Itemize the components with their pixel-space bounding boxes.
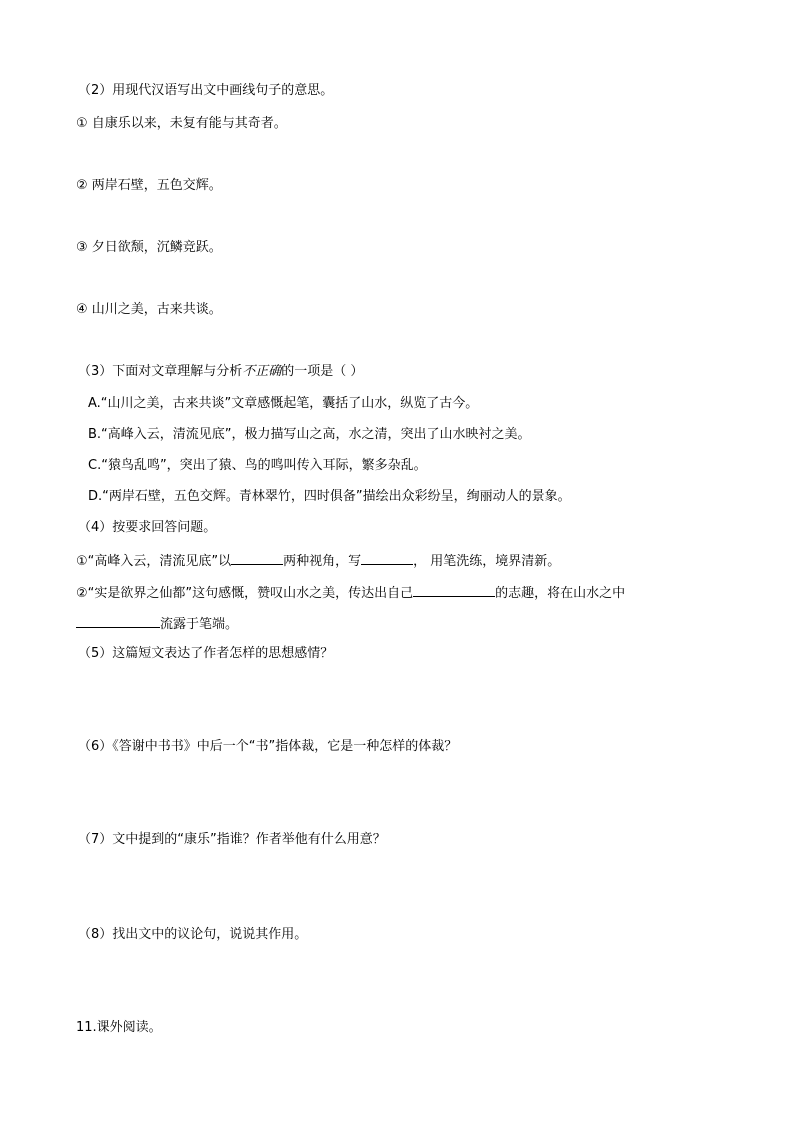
q5-title: （5）这篇短文表达了作者怎样的思想感情？ <box>78 646 334 661</box>
q3-title-pre: （3）下面对文章理解与分析 <box>78 364 243 379</box>
q3-title-post: 的一项是（ ） <box>281 364 364 379</box>
q4-line-3 <box>76 613 238 634</box>
q4-line-1-b: 两种视角，写 <box>283 554 362 569</box>
q3-title <box>78 363 363 381</box>
q3-option-b: B.“高峰入云，清流见底”，极力描写山之高，水之清，突出了山水映衬之美。 <box>88 427 531 442</box>
q8-title: （8）找出文中的议论句，说说其作用。 <box>78 927 308 942</box>
q4-line-2-a: ②“实是欲界之仙都”这句感慨，赞叹山水之美，传达出自己 <box>76 586 414 601</box>
q3-option-d: D.“两岸石壁，五色交辉。青林翠竹，四时俱备”描绘出众彩纷呈，绚丽动人的景象。 <box>88 489 571 504</box>
answer-blank-3[interactable] <box>413 582 495 597</box>
q2-item-3: ③ 夕日欲颓，沉鳞竞跃。 <box>76 240 222 255</box>
q2-title: （2）用现代汉语写出文中画线句子的意思。 <box>78 83 334 98</box>
q3-title-emphasis: 不正确 <box>242 364 282 379</box>
answer-blank-1[interactable] <box>231 550 283 565</box>
q4-line-1-a: ①“高峰入云，清流见底”以 <box>76 554 232 569</box>
answer-blank-2[interactable] <box>361 550 413 565</box>
q4-line-2-b: 的志趣，将在山水之中 <box>495 586 626 601</box>
q2-item-2: ② 两岸石壁，五色交辉。 <box>76 178 222 193</box>
q4-line-3-text: 流露于笔端。 <box>160 617 239 632</box>
q4-line-1-c: ， 用笔洗练，境界清新。 <box>413 554 561 569</box>
q6-title: （6）《答谢中书书》中后一个“书”指体裁，它是一种怎样的体裁？ <box>78 739 458 754</box>
q4-title: （4）按要求回答问题。 <box>78 520 217 535</box>
q7-title: （7）文中提到的“康乐”指谁？作者举他有什么用意？ <box>78 832 386 847</box>
q3-option-c: C.“猿鸟乱鸣”，突出了猿、鸟的鸣叫传入耳际，繁多杂乱。 <box>88 458 427 473</box>
q2-item-4: ④ 山川之美，古来共谈。 <box>76 302 222 317</box>
q3-option-a: A.“山川之美，古来共谈”文章感慨起笔，囊括了山水，纵览了古今。 <box>88 396 479 411</box>
q4-line-1 <box>76 550 560 571</box>
q4-line-2 <box>76 582 625 603</box>
q2-item-1: ① 自康乐以来，未复有能与其奇者。 <box>76 116 287 131</box>
answer-blank-4[interactable] <box>76 613 160 628</box>
q11-title: 11.课外阅读。 <box>76 1020 162 1035</box>
